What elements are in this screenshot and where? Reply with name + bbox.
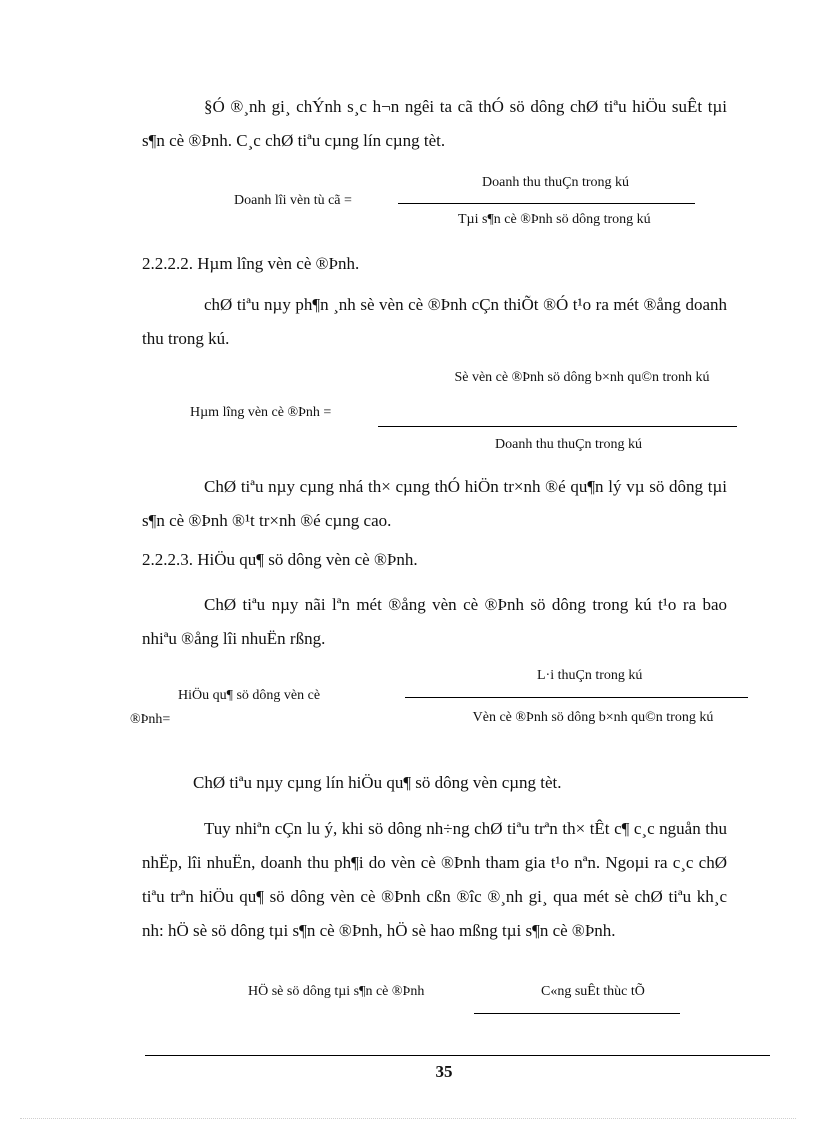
formula-3-left-line-1: HiÖu qu¶ sö dông vèn cè bbox=[178, 688, 321, 703]
formula-3-left-line-2: ®Þnh= bbox=[130, 712, 171, 727]
formula-3-fraction-line bbox=[405, 697, 748, 698]
formula-2-left: Hµm lîng vèn cè ®Þnh = bbox=[190, 405, 332, 420]
formula-2-numerator: Sè vèn cè ®Þnh sö dông b×nh qu©n tronh kú bbox=[454, 370, 710, 385]
formula-1-left: Doanh lîi vèn tù cã = bbox=[234, 193, 352, 208]
section-heading-2-2-2-3: 2.2.2.3. HiÖu qu¶ sö dông vèn cè ®Þnh. bbox=[142, 550, 418, 569]
page-edge-divider bbox=[20, 1118, 796, 1119]
formula-4-fraction-line bbox=[474, 1013, 680, 1014]
page-number: 35 bbox=[435, 1062, 453, 1081]
formula-4-left: HÖ sè sö dông tµi s¶n cè ®Þnh bbox=[248, 984, 425, 999]
section-heading-2-2-2-2: 2.2.2.2. Hµm lîng vèn cè ®Þnh. bbox=[142, 254, 360, 273]
paragraph-intro: §Ó ®¸nh gi¸ chÝnh s¸c h¬n ngêi ta cã thÓ sö dông chØ tiªu hiÖu suÊt tµi s¶n cè ®Þnh. C¸c chØ tiªu cµng lín cµng tèt. bbox=[142, 97, 727, 150]
formula-2-denominator: Doanh thu thuÇn trong kú bbox=[495, 437, 642, 452]
paragraph-capital-ratio: chØ tiªu nµy ph¶n ¸nh sè vèn cè ®Þnh cÇn thiÕt ®Ó t¹o ra mét ®ång doanh thu trong kú. bbox=[142, 295, 727, 348]
formula-3-denominator: Vèn cè ®Þnh sö dông b×nh qu©n trong kú bbox=[472, 710, 714, 725]
paragraph-efficiency: ChØ tiªu nµy nãi lªn mét ®ång vèn cè ®Þnh sö dông trong kú t¹o ra bao nhiªu ®ång lîi nhuËn rßng. bbox=[142, 595, 727, 648]
paragraph-management-level: ChØ tiªu nµy cµng nhá th× cµng thÓ hiÖn tr×nh ®é qu¶n lý vµ sö dông tµi s¶n cè ®Þnh ®¹t tr×nh ®é cµng cao. bbox=[142, 477, 727, 530]
footer-rule bbox=[145, 1055, 770, 1056]
formula-3-numerator: L·i thuÇn trong kú bbox=[537, 668, 643, 683]
formula-4-numerator: C«ng suÊt thùc tÕ bbox=[541, 984, 645, 999]
formula-2-fraction-line bbox=[378, 426, 737, 427]
formula-1-fraction-line bbox=[398, 203, 695, 204]
formula-1-numerator: Doanh thu thuÇn trong kú bbox=[482, 175, 629, 190]
formula-1-denominator: Tµi s¶n cè ®Þnh sö dông trong kú bbox=[458, 212, 651, 227]
paragraph-conclusion-short: ChØ tiªu nµy cµng lín hiÖu qu¶ sö dông vèn cµng tèt. bbox=[193, 773, 562, 792]
paragraph-note: Tuy nhiªn cÇn lu ý, khi sö dông nh÷ng chØ tiªu trªn th× tÊt c¶ c¸c nguån thu nhËp, lîi nhuËn, doanh thu ph¶i do vèn cè ®Þnh tham gia t¹o nªn. Ngoµi ra c¸c chØ tiªu trªn hiÖu qu¶ sö dông vèn cè ®Þnh cßn ®îc ®¸nh gi¸ qua mét sè chØ tiªu kh¸c nh: hÖ sè sö dông tµi s¶n cè ®Þnh, hÖ sè hao mßng tµi s¶n cè ®Þnh. bbox=[142, 819, 727, 940]
